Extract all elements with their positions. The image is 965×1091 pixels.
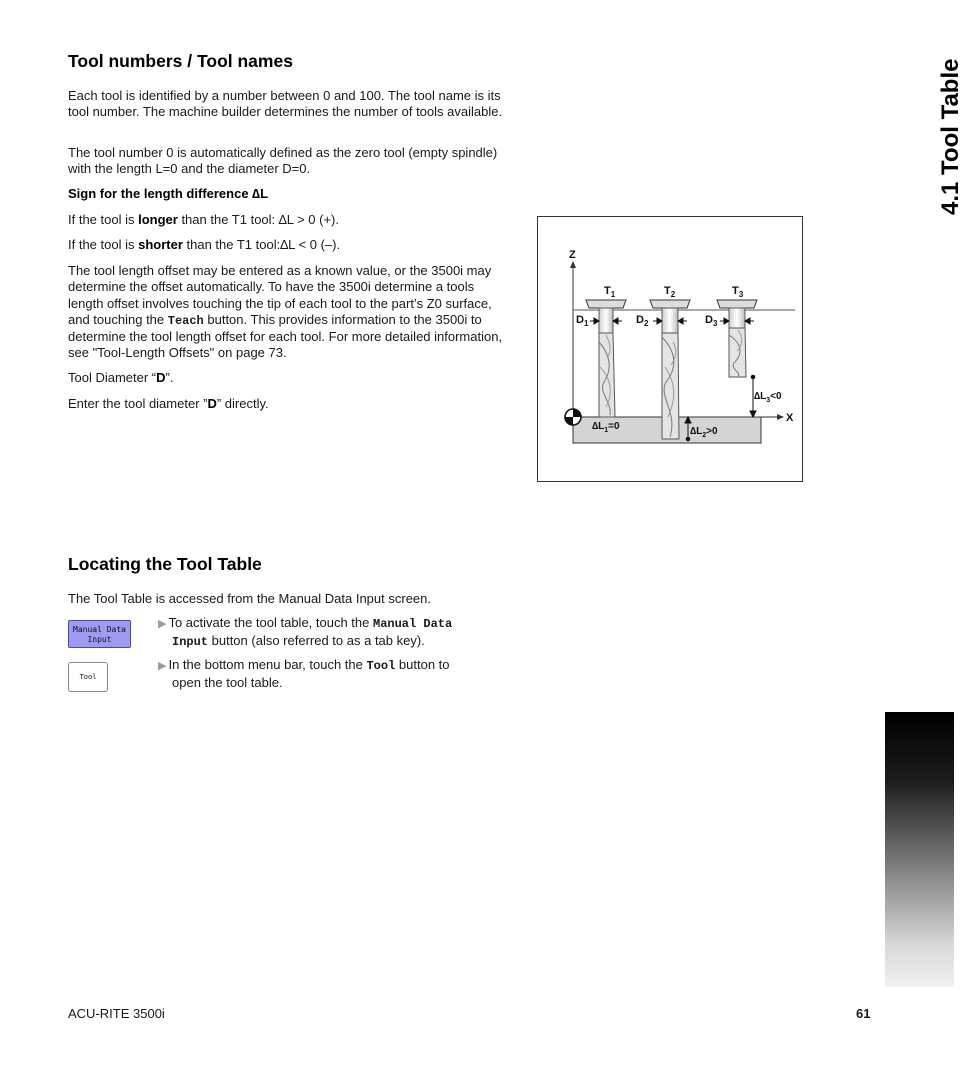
- tool-length-diagram: [537, 216, 803, 482]
- chapter-side-title: 4.1 Tool Table: [937, 58, 964, 215]
- paragraph-tool-table-access: The Tool Table is accessed from the Manual Data Input screen.: [68, 591, 431, 606]
- subheading-length-difference: Sign for the length difference ∆L: [68, 186, 269, 201]
- origin-symbol: [565, 409, 581, 425]
- paragraph-length-offset: The tool length offset may be entered as a known value, or the 3500i may determine the offset automatically. To have the 3500i determine a tools length offset involves touching the tip of each tool to the part’s Z0 surface, and touching the Teach button. This provides information to the 3500i to determine the tool length offset for each tool. For more detailed information, see "Tool-Length Offsets" on page 73.: [68, 263, 503, 361]
- section-heading-tool-numbers: Tool numbers / Tool names: [68, 51, 293, 71]
- footer-product-name: ACU-RITE 3500i: [68, 1006, 165, 1021]
- label-d1: $D_1$: [576, 314, 589, 328]
- label-delta-l1: $\Delta L_1=0$: [592, 421, 620, 434]
- paragraph-shorter: If the tool is shorter than the T1 tool:∆L < 0 (–).: [68, 237, 341, 252]
- label-d3: $D_3$: [705, 314, 718, 328]
- label-t2: $T_2$: [664, 285, 676, 299]
- step-touch-tool-button: ▶ In the bottom menu bar, touch the Tool button to open the tool table.: [158, 657, 450, 690]
- chapter-tab-gradient: [885, 712, 954, 987]
- tool-button[interactable]: Tool: [68, 662, 108, 692]
- x-axis-label: X: [786, 412, 794, 424]
- label-d2: $D_2$: [636, 314, 649, 328]
- label-t3: $T_3$: [732, 285, 744, 299]
- step-activate-tool-table: ▶ To activate the tool table, touch the Manual Data Input button (also referred to as a tab key).: [158, 615, 453, 649]
- tool-3: [717, 300, 757, 377]
- paragraph-zero-tool: The tool number 0 is automatically defined as the zero tool (empty spindle) with the length L=0 and the diameter D=0.: [68, 145, 498, 177]
- footer-page-number: 61: [856, 1006, 871, 1021]
- label-t1: $T_1$: [604, 285, 616, 299]
- step-arrow-icon: ▶: [158, 618, 167, 630]
- paragraph-longer: If the tool is longer than the T1 tool: ∆L > 0 (+).: [68, 212, 339, 227]
- manual-data-input-button[interactable]: Manual Data Input: [68, 620, 131, 648]
- paragraph-tool-id: Each tool is identified by a number between 0 and 100. The tool name is its tool number. The machine builder determines the number of tools available.: [68, 88, 503, 120]
- section-heading-locating-tool-table: Locating the Tool Table: [68, 554, 262, 574]
- label-delta-l2: $\Delta L_2>0$: [690, 426, 718, 439]
- step-arrow-icon: ▶: [158, 660, 167, 672]
- z-axis-label: Z: [569, 249, 576, 261]
- tool-1: [586, 300, 626, 417]
- label-delta-l3: $\Delta L_3<0$: [754, 391, 782, 404]
- paragraph-diameter: Tool Diameter “D”.: [68, 370, 174, 385]
- teach-button-ref: Teach: [167, 313, 204, 328]
- paragraph-enter-diameter: Enter the tool diameter ”D” directly.: [68, 396, 269, 411]
